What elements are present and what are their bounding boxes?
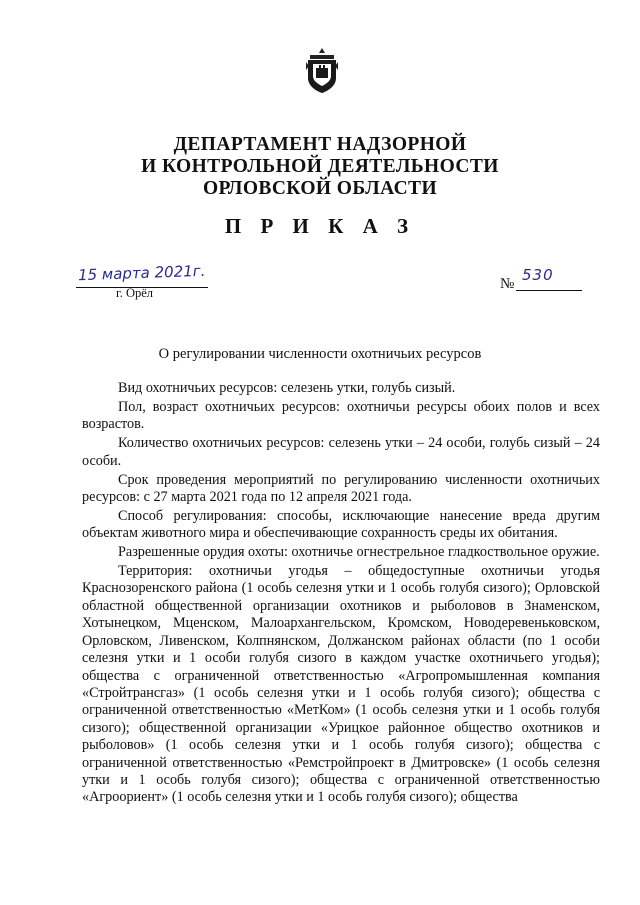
number-label: № bbox=[500, 276, 515, 292]
paragraph-period: Срок проведения мероприятий по регулированию численности охотничьих ресурсов: с 27 марта 2021 года по 12 апреля 2021 года. bbox=[82, 471, 600, 505]
paragraph-quantity: Количество охотничьих ресурсов: селезень утки – 24 особи, голубь сизый – 24 особи. bbox=[82, 435, 600, 469]
department-name bbox=[0, 134, 640, 200]
handwritten-date: 15 марта 2021г. bbox=[77, 261, 206, 285]
paragraph-resource-type: Вид охотничьих ресурсов: селезень утки, голубь сизый. bbox=[118, 380, 456, 396]
order-subject: О регулировании численности охотничьих ресурсов bbox=[158, 346, 482, 362]
paragraph-weapons: Разрешенные орудия охоты: охотничье огнестрельное гладкоствольное оружие. bbox=[118, 544, 600, 561]
paragraph-territory: Территория: охотничьи угодья – общедоступные охотничьи угодья Краснозоренского района (1 особь селезня утки и 1 особь голубя сизого); Орловской областной общественной организации охотников и рыболовов в Знаменском, Хотынецком, Мценском, Малоархангельском, Кромском, Новодеревеньковском, Орловском, Ливенском, Колпнянском, Должанском районах области (по 1 особи селезня утки и 1 особи голубя сизого в каждом участке охотничьего угодья); общества с ограниченной ответственностью «Агропромышленная компания «Стройтрансгаз» (1 особь селезня утки и 1 особь голубя сизого); общества с ограниченной ответственностью «МетКом» (1 особь селезня утки и 1 особь голубя сизого); общественной организации «Урицкое районное общество охотников и рыболовов» (1 особь селезня утки и 1 особь голубя сизого); общества с ограниченной ответственностью «Ремстройпроект в Дмитровске» (1 особь селезня утки и 1 особь голубя сизого); общества с ограниченной ответственностью «Агроориент» (1 особь селезня утки и 1 особь голубя сизого); общества bbox=[82, 563, 600, 806]
coat-of-arms-emblem bbox=[304, 46, 340, 94]
number-underline bbox=[516, 290, 582, 291]
handwritten-order-number: 530 bbox=[522, 266, 554, 284]
department-line-1: ДЕПАРТАМЕНТ НАДЗОРНОЙ bbox=[173, 134, 467, 155]
city-label: г. Орёл bbox=[116, 286, 154, 300]
paragraph-method: Способ регулирования: способы, исключающие нанесение вреда другим объектам животного мира и обеспечивающие сохранность среды их обитания. bbox=[82, 507, 600, 542]
department-line-3: ОРЛОВСКОЙ ОБЛАСТИ bbox=[202, 178, 438, 199]
order-body bbox=[82, 380, 600, 808]
department-line-2: И КОНТРОЛЬНОЙ ДЕЯТЕЛЬНОСТИ bbox=[141, 156, 499, 177]
paragraph-sex-age: Пол, возраст охотничьих ресурсов: охотничьи ресурсы обоих полов и всех возрастов. bbox=[82, 398, 600, 433]
document-type-title: П Р И К А З bbox=[224, 214, 416, 238]
